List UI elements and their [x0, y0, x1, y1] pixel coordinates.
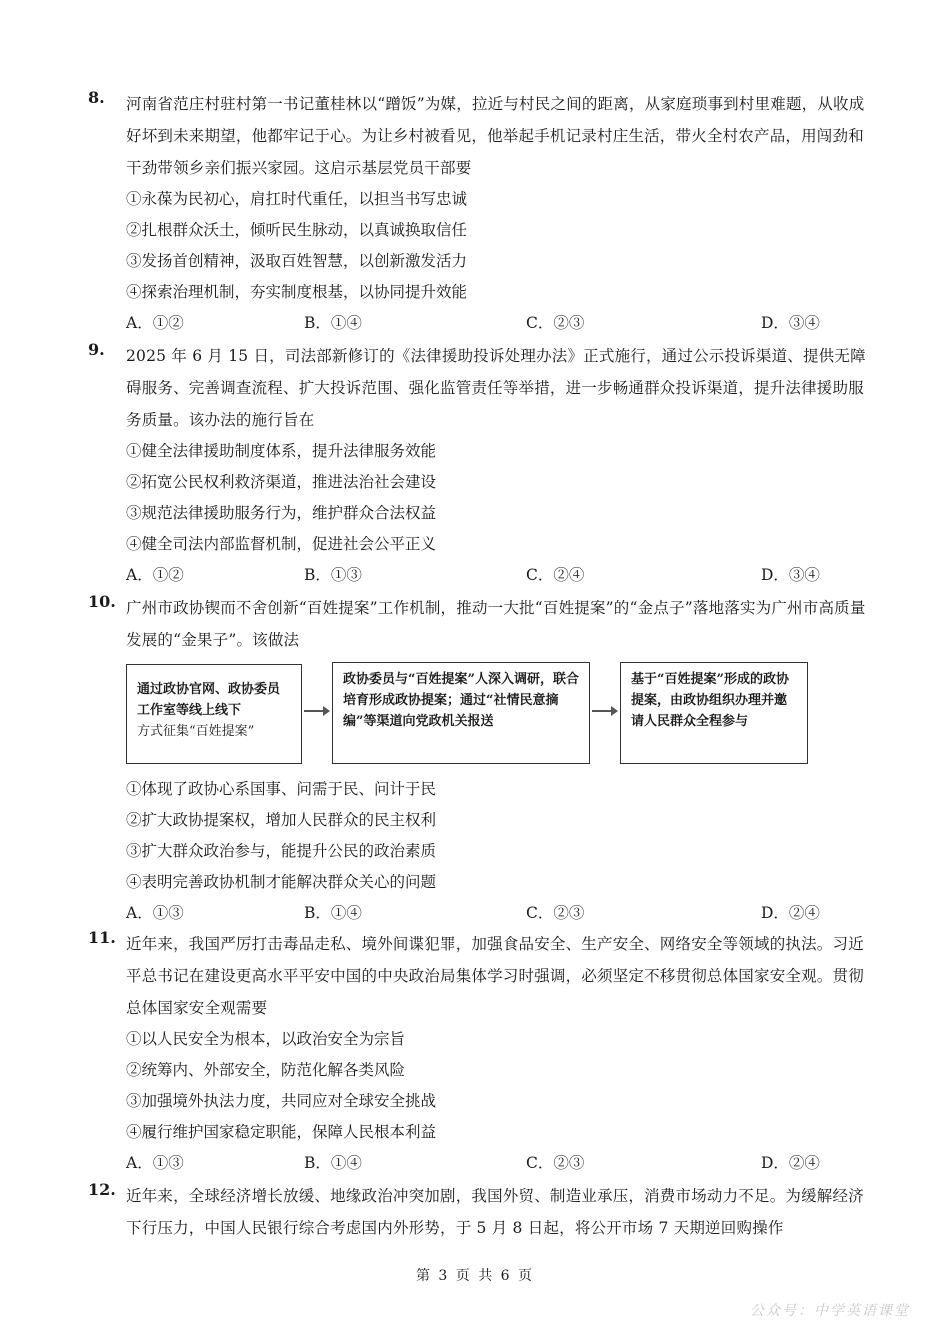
option-1: ①永葆为民初心，肩扛时代重任，以担当书写忠诚: [126, 190, 468, 208]
answer-choices: [126, 560, 868, 591]
flowchart: [126, 662, 868, 770]
question-stem: 河南省范庄村驻村第一书记董桂林以“蹭饭”为媒，拉近与村民之间的距离，从家庭琐事到村里难题，从收成好坏到未来期望，他都牢记于心。为让乡村被看见，他举起手机记录村庄生活，带火全村农产品，用闯劲和干劲带领乡亲们振兴家园。这启示基层党员干部要: [126, 95, 865, 177]
choice-a[interactable]: A．①③: [126, 1154, 184, 1172]
flow-box-3: 基于“百姓提案”形成的政协提案，由政协组织办理并邀请人民群众全程参与: [620, 662, 808, 764]
choice-a[interactable]: A．①③: [126, 904, 184, 922]
question-11: [88, 928, 868, 1179]
flow-box-1-main: 通过政协官网、政协委员工作室等线上线下: [137, 682, 281, 718]
option-1: ①体现了政协心系国事、问需于民、问计于民: [126, 780, 437, 798]
option-4: ④健全司法内部监督机制，促进社会公平正义: [126, 535, 437, 553]
option-4: ④履行维护国家稳定职能，保障人民根本利益: [126, 1123, 437, 1141]
option-1: ①以人民安全为根本，以政治安全为宗旨: [126, 1030, 406, 1048]
question-9: [88, 340, 868, 591]
answer-choices: [126, 308, 868, 339]
choice-d[interactable]: D．③④: [761, 566, 820, 584]
option-1: ①健全法律援助制度体系，提升法律服务效能: [126, 442, 437, 460]
flow-box-1: [126, 664, 302, 764]
page-footer: 第 3 页 共 6 页: [415, 1268, 535, 1284]
option-2: ②统筹内、外部安全，防范化解各类风险: [126, 1061, 406, 1079]
option-3: ③加强境外执法力度，共同应对全球安全挑战: [126, 1092, 437, 1110]
choice-b[interactable]: B．①④: [304, 904, 362, 922]
choice-c[interactable]: C．②④: [526, 566, 585, 584]
option-2: ②扩大政协提案权，增加人民群众的民主权利: [126, 811, 437, 829]
option-4: ④表明完善政协机制才能解决群众关心的问题: [126, 873, 437, 891]
option-2: ②扎根群众沃土，倾听民生脉动，以真诚换取信任: [126, 221, 468, 239]
option-2: ②拓宽公民权利救济渠道，推进法治社会建设: [126, 473, 437, 491]
question-number: 12.: [88, 1180, 116, 1199]
question-stem: 广州市政协锲而不舍创新“百姓提案”工作机制，推动一大批“百姓提案”的“金点子”落地落实为广州市高质量发展的“金果子”。该做法: [126, 599, 866, 649]
choice-d[interactable]: D．②④: [761, 1154, 820, 1172]
watermark: 公众号：中学英语课堂: [750, 1303, 910, 1319]
question-12: [88, 1180, 868, 1244]
choice-b[interactable]: B．①③: [304, 566, 362, 584]
option-3: ③规范法律援助服务行为，维护群众合法权益: [126, 504, 437, 522]
choice-a[interactable]: A．①②: [126, 314, 184, 332]
option-3: ③扩大群众政治参与，能提升公民的政治素质: [126, 842, 437, 860]
question-number: 8.: [88, 88, 105, 107]
choice-c[interactable]: C．②③: [526, 904, 585, 922]
question-number: 10.: [88, 592, 116, 611]
choice-b[interactable]: B．①④: [304, 1154, 362, 1172]
answer-choices: [126, 1148, 868, 1179]
option-3: ③发扬首创精神，汲取百姓智慧，以创新激发活力: [126, 252, 468, 270]
flow-box-1-sub: 方式征集“百姓提案”: [137, 724, 255, 739]
choice-b[interactable]: B．①④: [304, 314, 362, 332]
answer-choices: [126, 898, 868, 929]
question-8: [88, 88, 868, 339]
option-4: ④探索治理机制，夯实制度根基，以协同提升效能: [126, 283, 468, 301]
flow-box-2: 政协委员与“百姓提案”人深入调研，联合培育形成政协提案；通过“社情民意摘编”等渠道向党政机关报送: [332, 662, 590, 764]
question-stem: 2025 年 6 月 15 日，司法部新修订的《法律援助投诉处理办法》正式施行，通过公示投诉渠道、提供无障碍服务、完善调查流程、扩大投诉范围、强化监管责任等举措，进一步畅通群众投诉渠道，提升法律援助服务质量。该办法的施行旨在: [126, 347, 866, 429]
choice-c[interactable]: C．②③: [526, 314, 585, 332]
choice-d[interactable]: D．②④: [761, 904, 820, 922]
question-stem: 近年来，我国严厉打击毒品走私、境外间谍犯罪，加强食品安全、生产安全、网络安全等领域的执法。习近平总书记在建设更高水平平安中国的中央政治局集体学习时强调，必须坚定不移贯彻总体国家安全观。贯彻总体国家安全观需要: [126, 935, 864, 1017]
question-stem: 近年来，全球经济增长放缓、地缘政治冲突加剧，我国外贸、制造业承压，消费市场动力不足。为缓解经济下行压力，中国人民银行综合考虑国内外形势，于 5 月 8 日起，将公开市场 7 天期逆回购操作: [126, 1187, 864, 1237]
question-10: [88, 592, 868, 929]
flow-arrow-2: [592, 710, 616, 712]
flow-arrow-1: [304, 710, 328, 712]
choice-d[interactable]: D．③④: [761, 314, 820, 332]
choice-c[interactable]: C．②③: [526, 1154, 585, 1172]
question-number: 9.: [88, 340, 105, 359]
question-number: 11.: [88, 928, 116, 947]
choice-a[interactable]: A．①②: [126, 566, 184, 584]
